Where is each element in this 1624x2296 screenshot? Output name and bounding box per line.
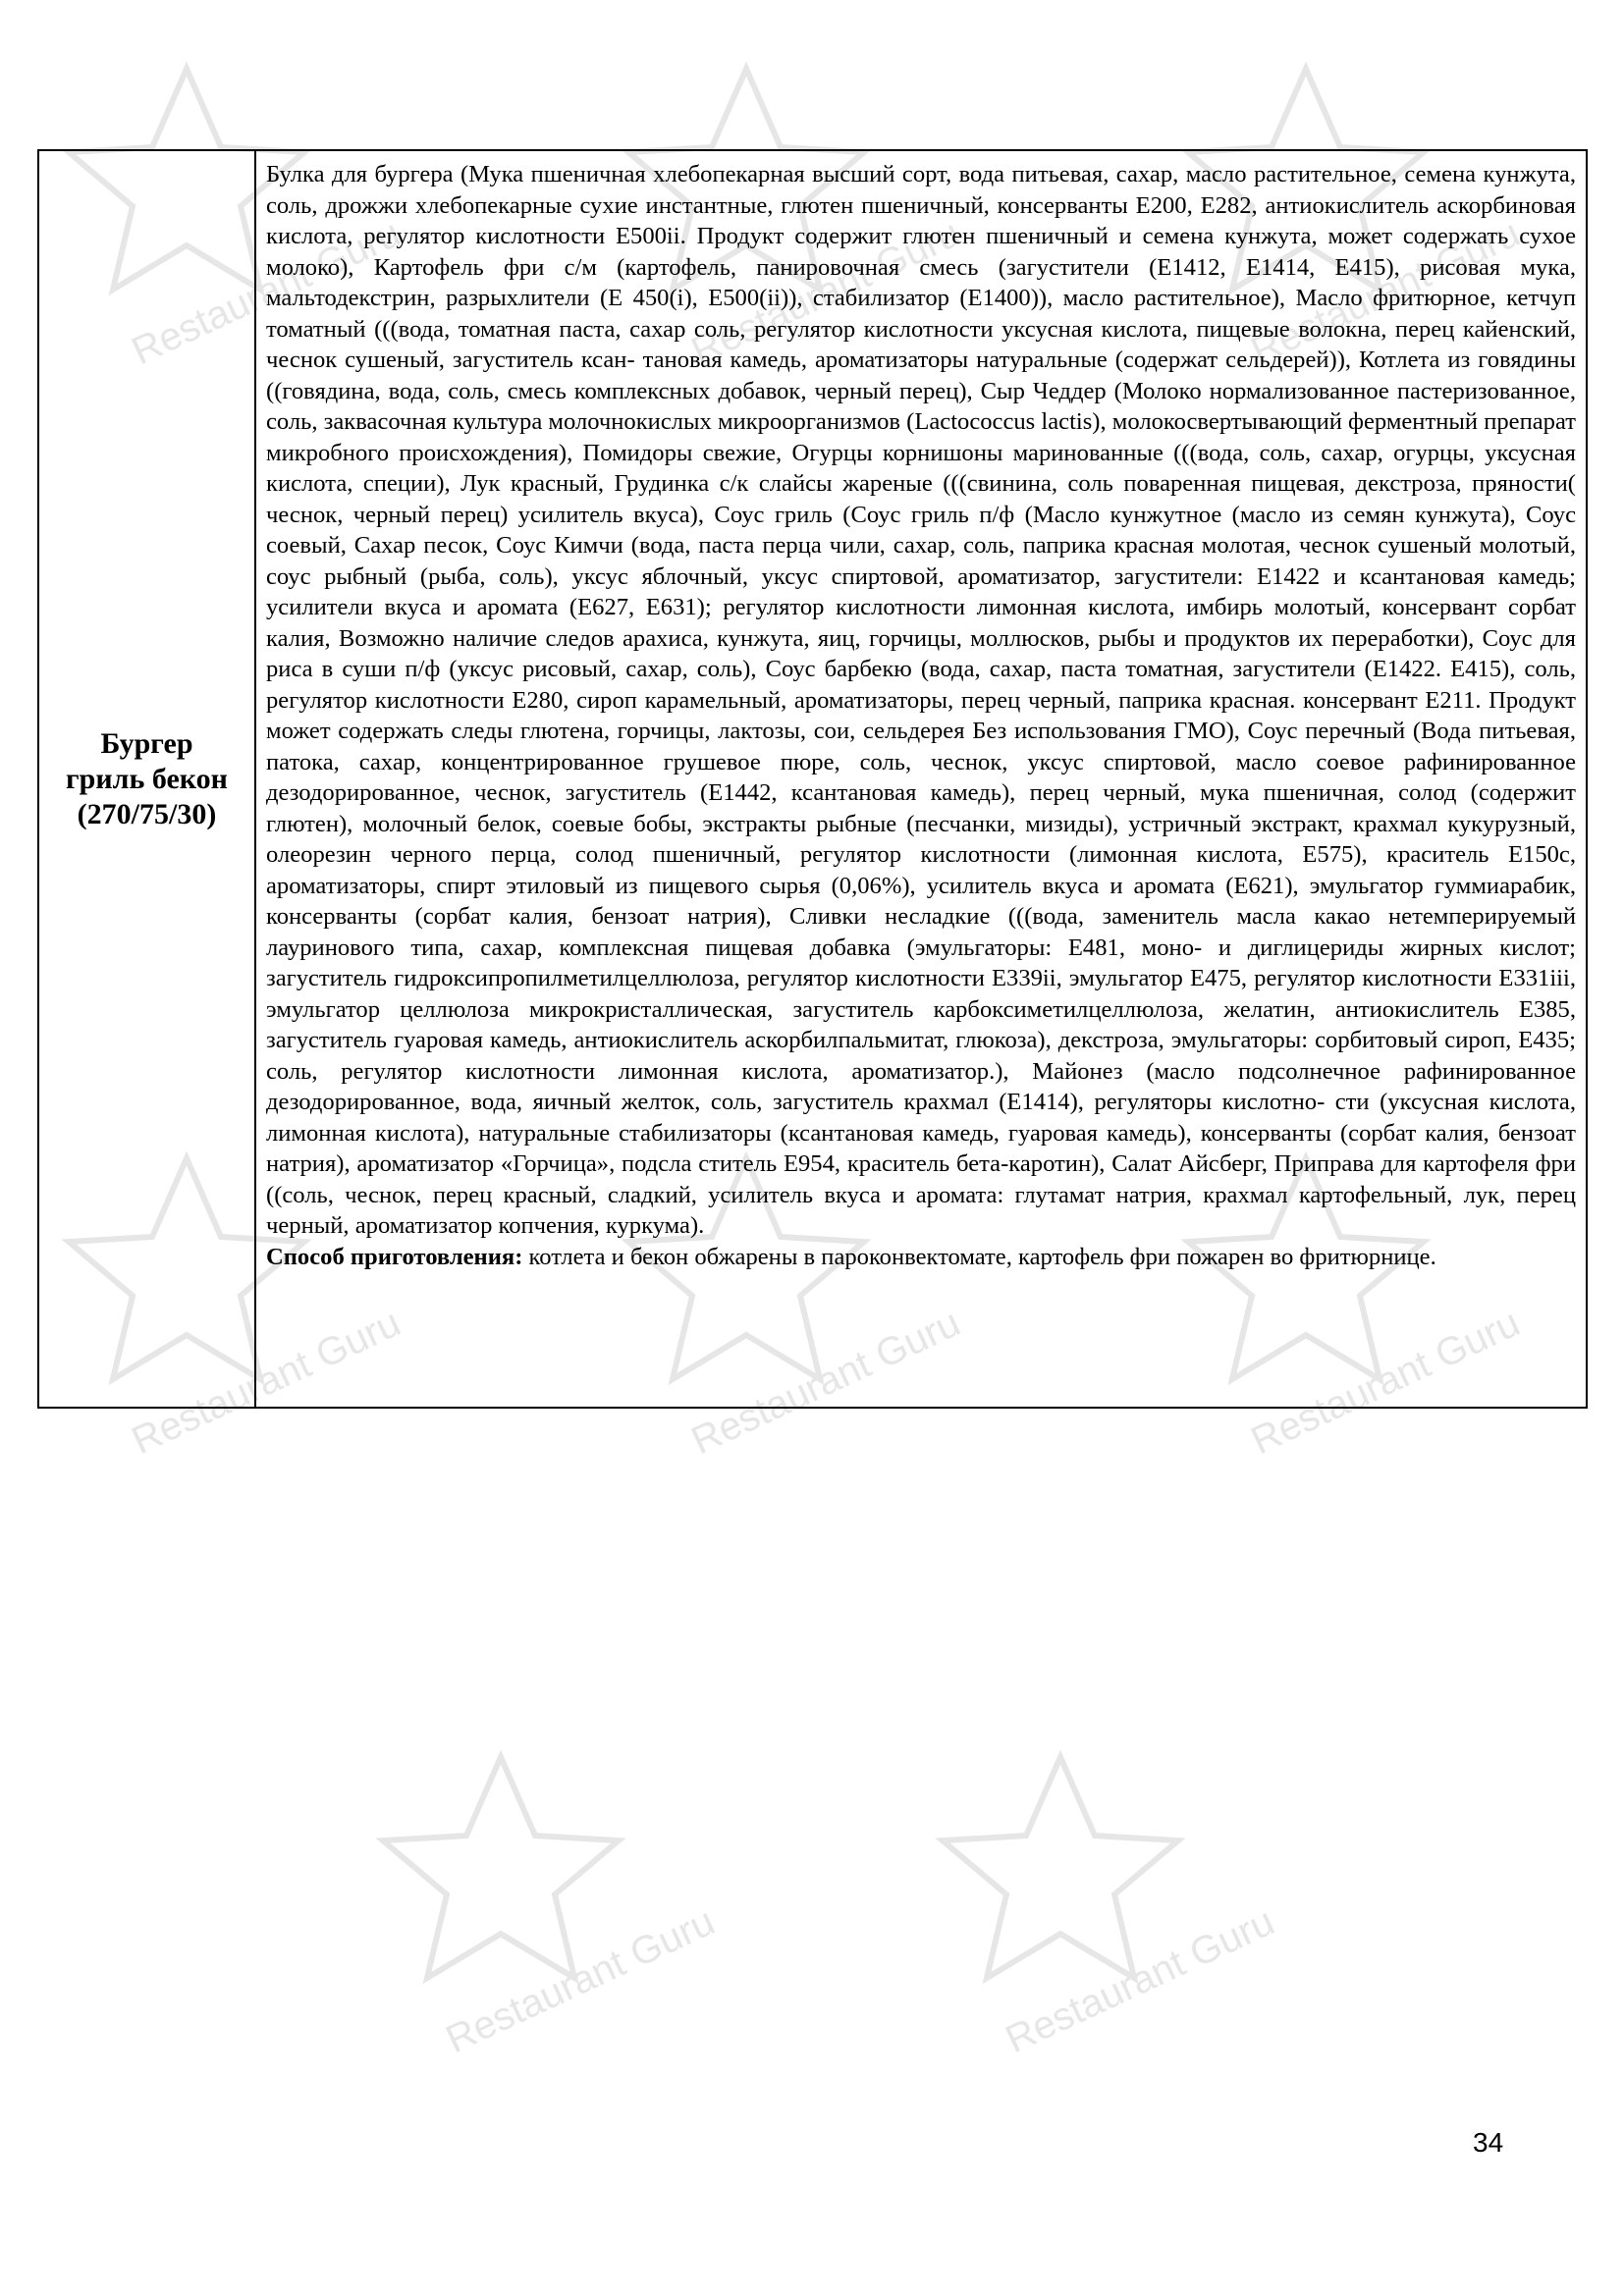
dish-composition: Булка для бургера (Мука пшеничная хлебопекарная высший сорт, вода питьевая, сахар, масло растительное, семена кунжута, соль, дрожжи хлебопекарные сухие инстантные, глютен пшеничный, консерванты Е200, Е282, антиокислитель аскорбиновая кислота, регулятор кислотности Е500ii. Продукт содержит глютен пшеничный и семена кунжута, может содержать сухое молоко), Картофель фри с/м (картофель, панировочная смесь (загустители (Е1412, Е1414, Е415), рисовая мука, мальтодекстрин, разрыхлители (Е 450(i), Е500(ii)), стабилизатор (Е1400)), масло растительное), Масло фритюрное, кетчуп томатный (((вода, томатная паста, сахар соль, регулятор кислотности уксусная кислота, пищевые волокна, перец кайенский, чеснок сушеный, загуститель ксан- тановая камедь, ароматизаторы натуральные (содержат сельдерей)), Котлета из говядины ((говядина, вода, соль, смесь комплексных добавок, черный перец), Сыр Чеддер (Молоко нормализованное пастеризованное, соль, заквасочная культура молочнокислых микроорганизмов (Lactococcus lactis), молокосвертывающий ферментный препарат микробного происхождения), Помидоры свежие, Огурцы корнишоны маринованные (((вода, соль, сахар, огурцы, уксусная кислота, специи), Лук красный, Грудинка с/к слайсы жареные (((свинина, соль поваренная пищевая, декстроза, пряности( чеснок, черный перец) усилитель вкуса), Соус гриль (Соус гриль п/ф (Масло кунжутное (масло из семян кунжута), Соус соевый, Сахар песок, Соус Кимчи (вода, паста перца чили, сахар, соль, паприка красная молотая, чеснок сушеный молотый, соус рыбный (рыба, соль), уксус яблочный, уксус спиртовой, ароматизатор, загустители: Е1422 и ксантановая камедь; усилители вкуса и аромата (Е627, Е631); регулятор кислотности лимонная кислота, имбирь молотый, консервант сорбат калия, Возможно наличие следов арахиса, кунжута, яиц, горчицы, моллюсков, рыбы и продуктов их переработки), Соус для риса в суши п/ф (уксус рисовый, сахар, соль), Соус барбекю (вода, сахар, паста томатная, загустители (Е1422. Е415), соль, регулятор кислотности Е280, сироп карамельный, ароматизаторы, перец черный, паприка красная. консервант Е211. Продукт может содержать следы глютена, горчицы, лактозы, сои, сельдерея Без использования ГМО), Соус перечный (Вода питьевая, патока, сахар, концентрированное грушевое пюре, соль, чеснок, уксус спиртовой, масло соевое рафинированное дезодорированное, чеснок, загуститель (Е1442, ксантановая камедь), перец черный, мука пшеничная, солод (содержит глютен), молочный белок, соевые бобы, экстракты рыбные (песчанки, мизиды), устричный экстракт, крахмал кукурузный, олеорезин черного перца, солод пшеничный, регулятор кислотности (лимонная кислота, Е575), краситель Е150с, ароматизаторы, спирт этиловый из пищевого сырья (0,06%), усилитель вкуса и аромата (Е621), эмульгатор гуммиарабик, консерванты (сорбат калия, бензоат натрия), Сливки несладкие (((вода, заменитель масла какао нетемперируемый лауринового типа, сахар, комплексная пищевая добавка (эмульгаторы: Е481, моно- и диглицериды жирных кислот; загуститель гидроксипропилметилцеллюлоза, регулятор кислотности Е339ii, эмульгатор Е475, регулятор кислотности Е331iii, эмульгатор целлюлоза микрокристаллическая, загуститель карбоксиметилцеллюлоза, желатин, антиокислитель Е385, загуститель гуаровая камедь, антиокислитель аскорбилпальмитат, глюкоза), декстроза, эмульгаторы: сорбитовый сироп, Е435; соль, регулятор кислотности лимонная кислота, ароматизатор.), Майонез (масло подсолнечное рафинированное дезодорированное, вода, яичный желток, соль, загуститель крахмал (Е1414), регуляторы кислотно- сти (уксусная кислота, лимонная кислота), натуральные стабилизаторы (ксантановая камедь, гуаровая камедь), консерванты (сорбат калия, бензоат натрия), ароматизатор «Горчица», подсла ститель Е954, краситель бета-каротин), Салат Айсберг, Приправа для картофеля фри ((соль, чеснок, перец красный, сладкий, усилитель вкуса и аромата: глутамат натрия, крахмал картофельный, лук, перец черный, ароматизатор копчения, куркума). [266,161,1576,1239]
dish-name-line-2: гриль бекон [66,762,228,795]
watermark-logo-icon [353,1728,722,2062]
cooking-method-label: Способ приготовления: [266,1243,523,1270]
cooking-method-text: котлета и бекон обжарены в пароконвектомате, картофель фри пожарен во фритюрнице. [522,1243,1436,1270]
watermark-text: Restaurant Guru [125,211,407,374]
watermark-text: Restaurant Guru [125,1301,407,1464]
dish-name-line-3: (270/75/30) [77,797,217,830]
cooking-method [266,1242,1576,1273]
watermark-text: Restaurant Guru [684,1301,967,1464]
watermark-text: Restaurant Guru [1244,1301,1527,1464]
page-number: 34 [1473,2127,1504,2158]
watermark-logo-icon [913,1728,1281,2062]
menu-item-table [37,149,1588,1409]
dish-name-cell [39,151,256,1407]
dish-description-cell [256,151,1586,1407]
watermark-text: Restaurant Guru [999,1899,1281,2062]
watermark-text: Restaurant Guru [1244,211,1527,374]
watermark-text: Restaurant Guru [684,211,967,374]
dish-name-line-1: Бургер [100,726,193,760]
watermark-text: Restaurant Guru [439,1899,722,2062]
